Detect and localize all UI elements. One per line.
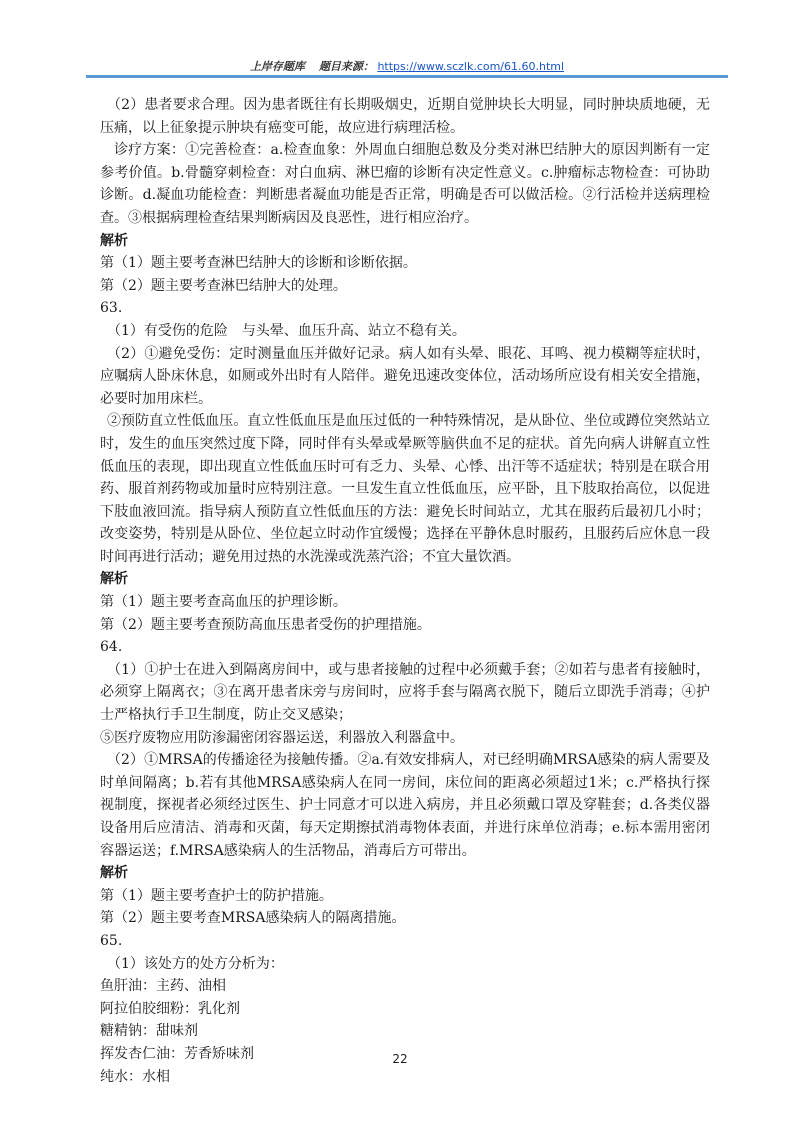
paragraph: （2）患者要求合理。因为患者既往有长期吸烟史，近期自觉肿块长大明显，同时肿块质地硬，无压痛，以上征象提示肿块有癌变可能，故应进行病理活检。 <box>100 97 710 136</box>
paragraph: （1）①护士在进入到隔离房间中，或与患者接触的过程中必须戴手套；②如若与患者有接触时，必须穿上隔离衣；③在离开患者床旁与房间时，应将手套与隔离衣脱下，随后立即洗手消毒；④护士严格执行手卫生制度，防止交叉感染； <box>100 661 710 724</box>
paragraph: （2）①MRSA的传播途径为接触传播。②a.有效安排病人，对已经明确MRSA感染的病人需要及时单间隔离；b.若有其他MRSA感染病人在同一房间，床位间的距离必须超过1米；c.严格执行探视制度，探视者必须经过医生、护士同意才可以进入病房，并且必须戴口罩及穿鞋套；d.各类仪器设备用后应清洁、消毒和灭菌，每天定期擦拭消毒物体表面，并进行床单位消毒；e.标本需用密闭容器运送；f.MRSA感染病人的生活物品，消毒后方可带出。 <box>100 752 710 859</box>
library-label: 上岸存题库 <box>249 60 305 73</box>
paragraph: 第（1）题主要考查护士的防护措施。 <box>100 887 333 904</box>
list-item: 鱼肝油：主药、油相 <box>100 978 226 995</box>
paragraph: （2）①避免受伤：定时测量血压并做好记录。病人如有头晕、眼花、耳鸣、视力模糊等症状时，应嘱病人卧床休息，如厕或外出时有人陪伴。避免迅速改变体位，活动场所应设有相关安全措施，必要时加用床栏。 <box>100 345 710 407</box>
list-item: 纯水：水相 <box>100 1068 170 1085</box>
page-number: 22 <box>392 1052 408 1066</box>
paragraph: 第（1）题主要考查淋巴结肿大的诊断和诊断依据。 <box>100 255 417 272</box>
question-number: 64. <box>100 639 123 656</box>
paragraph: 第（2）题主要考查MRSA感染病人的隔离措施。 <box>100 910 406 927</box>
section-title: 解析 <box>100 571 128 588</box>
paragraph: ②预防直立性低血压。直立性低血压是血压过低的一种特殊情况，是从卧位、坐位或蹲位突然站立时，发生的血压突然过度下降，同时伴有头晕或晕厥等脑供血不足的症状。首先向病人讲解直立性低血压的表现，即出现直立性低血压时可有乏力、头晕、心悸、出汗等不适症状；特别是在联合用药、服首剂药物或加量时应特别注意。一旦发生直立性低血压，应平卧，且下肢取抬高位，以促进下肢血液回流。指导病人预防直立性低血压的方法：避免长时间站立，尤其在服药后最初几小时；改变姿势，特别是从卧位、坐位起立时动作宜缓慢；选择在平静休息时服药，且服药后应休息一段时间再进行活动；避免用过热的水洗澡或洗蒸汽浴；不宜大量饮酒。 <box>100 413 710 565</box>
paragraph: （1）有受伤的危险 与头晕、血压升高、站立不稳有关。 <box>107 322 466 339</box>
section-title: 解析 <box>100 865 128 882</box>
page-header <box>86 58 728 76</box>
paragraph: 第（2）题主要考查淋巴结肿大的处理。 <box>100 277 347 294</box>
question-number: 63. <box>100 300 123 317</box>
paragraph: 第（2）题主要考查预防高血压患者受伤的护理措施。 <box>100 616 431 633</box>
paragraph: ⑤医疗废物应用防渗漏密闭容器运送，利器放入利器盒中。 <box>100 729 464 746</box>
list-item: 糖精钠：甜味剂 <box>100 1023 198 1040</box>
source-link[interactable]: https://www.sczlk.com/61.60.html <box>377 60 565 73</box>
header-rule <box>86 75 728 78</box>
paragraph: 诊疗方案：①完善检查：a.检查血象：外周血白细胞总数及分类对淋巴结肿大的原因判断有一定参考价值。b.骨髓穿刺检查：对白血病、淋巴瘤的诊断有决定性意义。c.肿瘤标志物检查：可协助诊断。d.凝血功能检查：判断患者凝血功能是否正常，明确是否可以做活检。②行活检并送病理检查。③根据病理检查结果判断病因及良恶性，进行相应治疗。 <box>100 142 710 226</box>
paragraph: （1）该处方的处方分析为： <box>107 955 284 972</box>
search-label: 题目来源： <box>318 60 374 73</box>
section-title: 解析 <box>100 232 128 249</box>
list-item: 挥发杏仁油：芳香矫味剂 <box>100 1045 254 1062</box>
document-body <box>100 94 710 1088</box>
question-number: 65. <box>100 932 123 949</box>
paragraph: 第（1）题主要考查高血压的护理诊断。 <box>100 594 347 611</box>
list-item: 阿拉伯胶细粉：乳化剂 <box>100 1000 240 1017</box>
